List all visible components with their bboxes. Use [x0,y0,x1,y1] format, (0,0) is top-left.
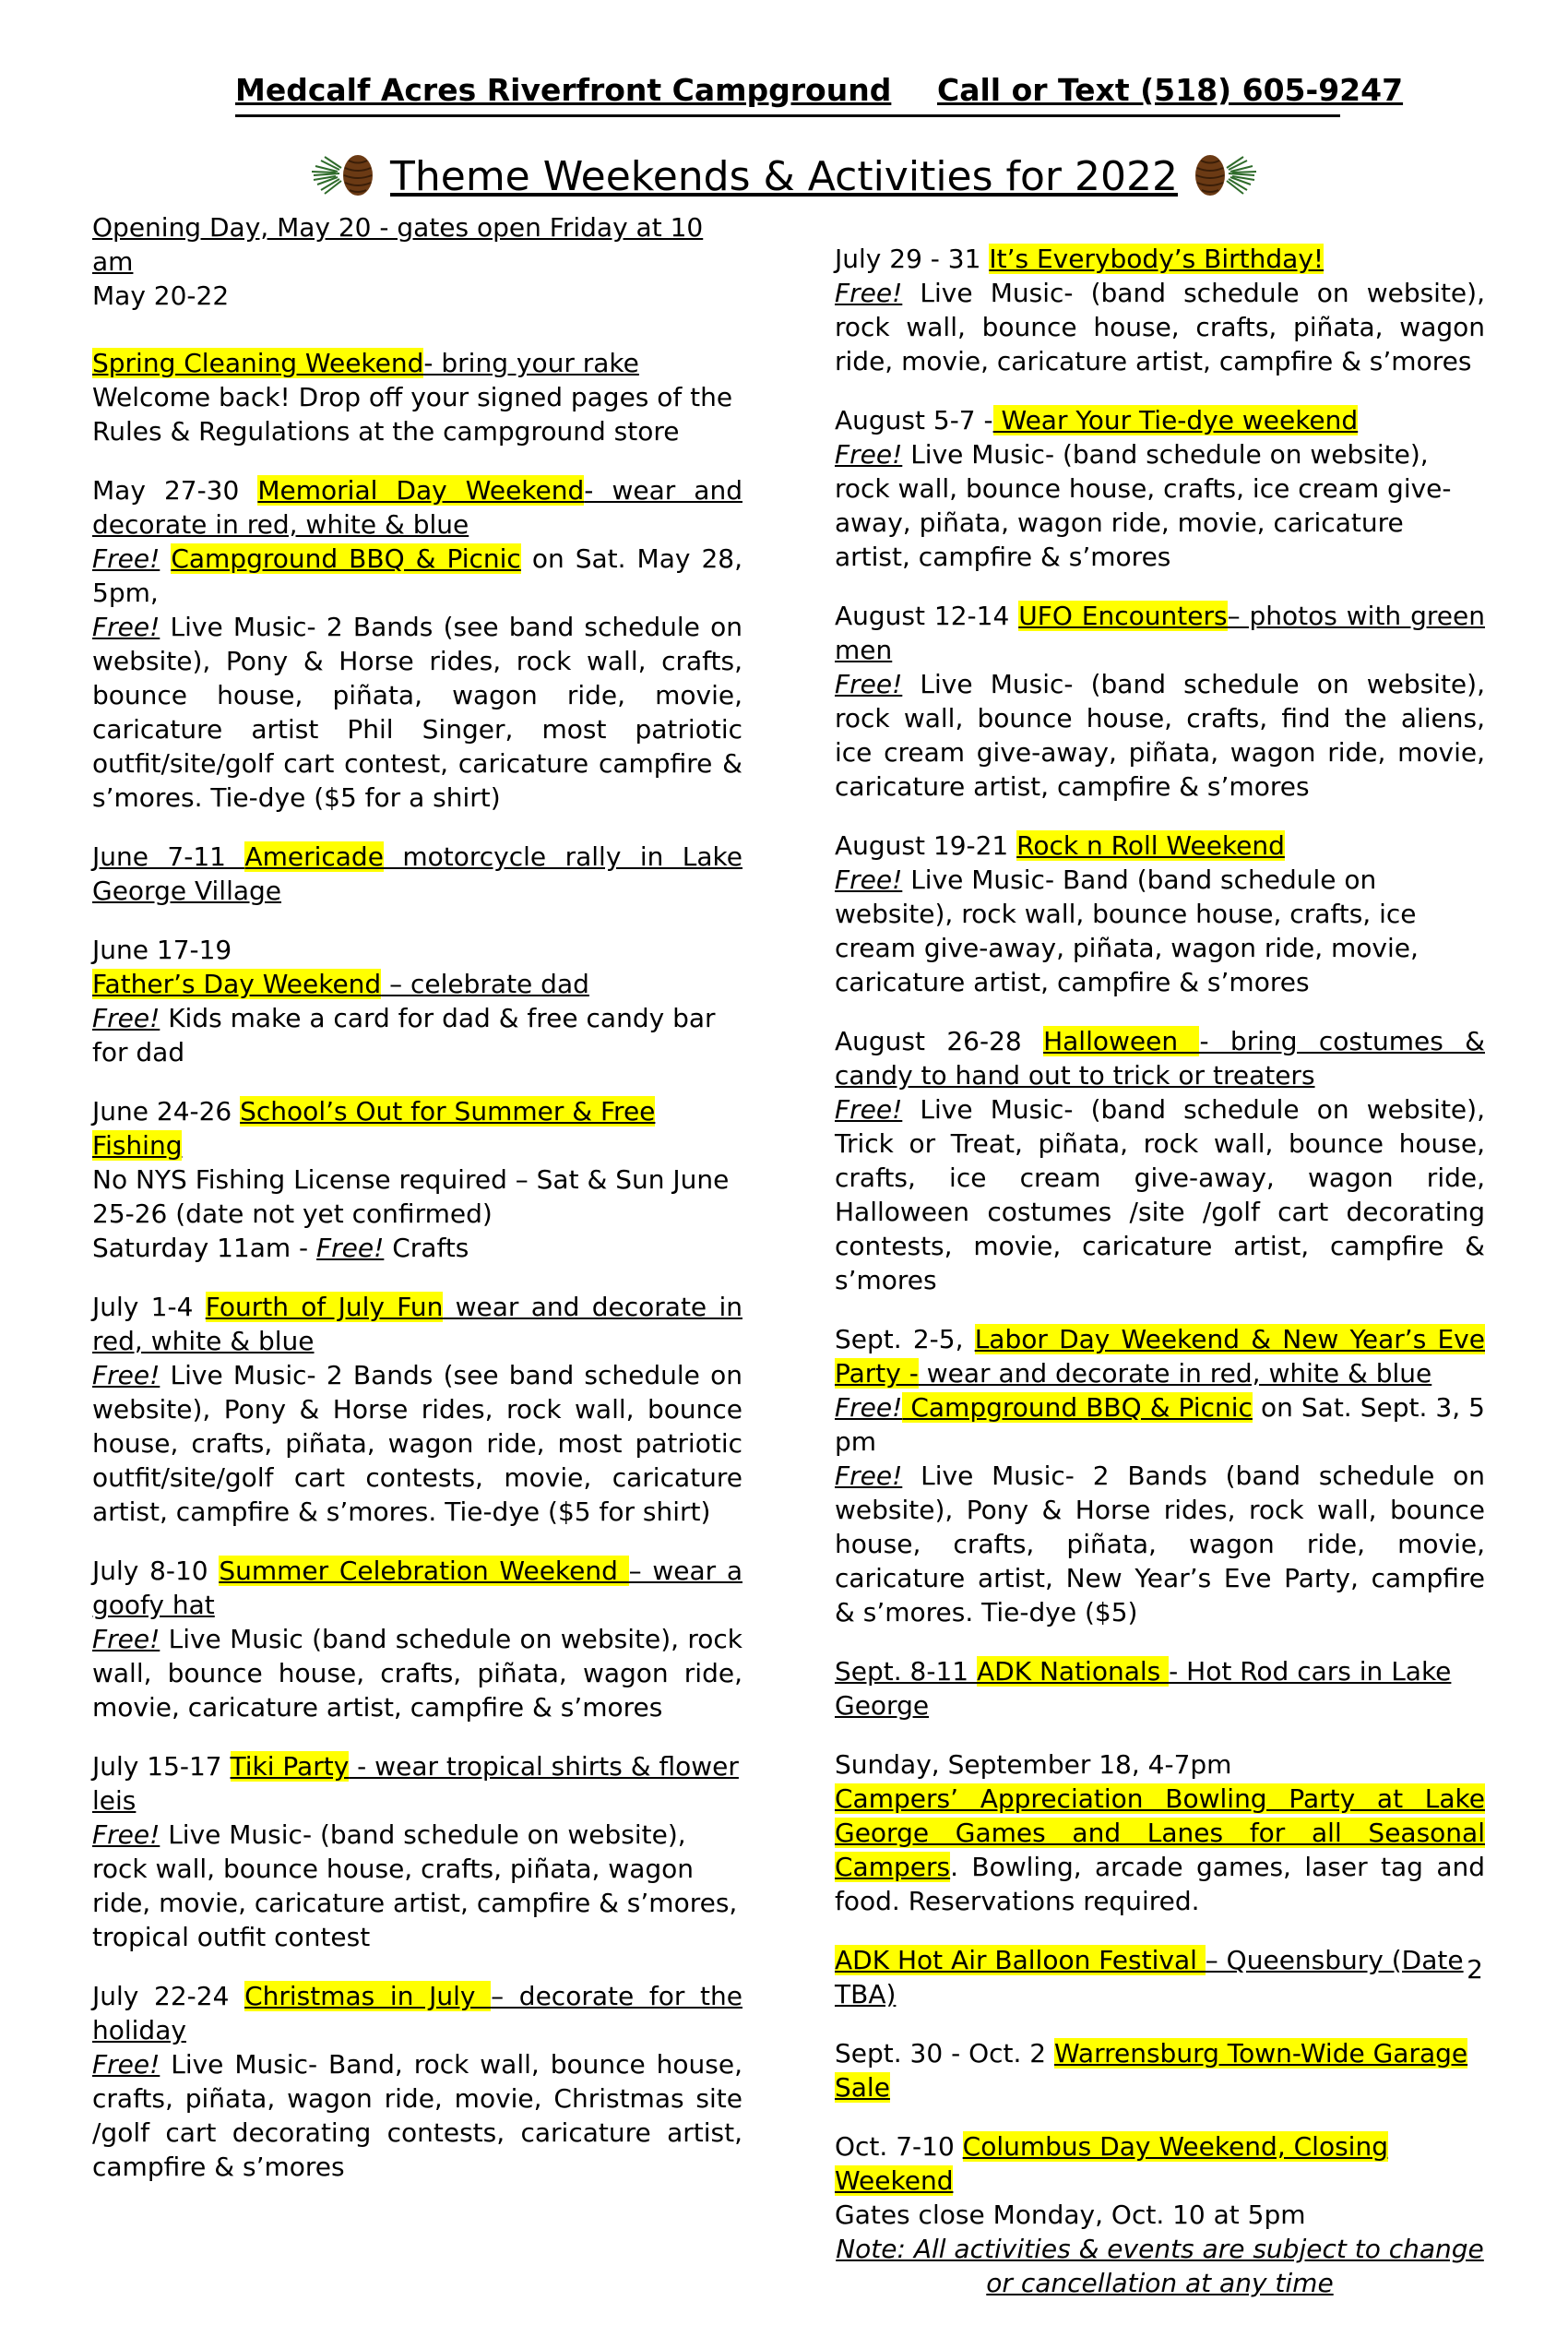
event-date: August 5-7 - [835,405,993,435]
event-columbus-day [835,2129,1485,2300]
event-description: Live Music- 2 Bands (band schedule on website), Pony & Horse rides, rock wall, bounce house, crafts, piñata, wagon ride, movie, caricature artist, New Year’s Eve Party, campfire & s’mores. Tie-dye ($5) [835,1461,1485,1628]
event-name: Summer Celebration Weekend [219,1556,629,1586]
free-label: Free! [92,1819,160,1850]
event-schools-out [92,1094,742,1265]
opening-day-dates: May 20-22 [92,280,230,311]
event-date: Sept. 8-11 [835,1656,977,1687]
free-label: Free! [92,1624,160,1654]
event-americade [92,840,742,908]
event-date: July 22-24 [92,1981,245,2011]
free-label: Free! [92,1360,160,1390]
header-underline [235,114,1340,117]
disclaimer-note: or cancellation at any time [986,2268,1334,2298]
event-tagline: wear and decorate in red, white & blue [92,1292,742,1356]
title-row [0,148,1568,205]
event-tagline: - bring costumes & candy to hand out to trick or treaters [835,1026,1485,1091]
event-rock-n-roll [835,829,1485,999]
event-tagline: - wear tropical shirts & flower leis [92,1751,739,1816]
event-description: No NYS Fishing License required – Sat & Sun June 25-26 (date not yet confirmed) [92,1164,730,1229]
event-garage-sale [835,2036,1485,2104]
event-name: ADK Nationals [977,1656,1170,1687]
event-tie-dye-weekend [835,403,1485,574]
event-description: . Bowling, arcade games, laser tag and food. Reservations required. [835,1852,1485,1916]
event-date: June 17-19 [92,935,232,965]
free-label: Free! [835,439,903,470]
event-opening-day [92,210,742,313]
event-tagline: wear and decorate in red, white & blue [918,1358,1432,1389]
free-label: Free! [835,1094,903,1125]
event-ufo-encounters [835,599,1485,804]
event-tagline: – photos with green men [835,601,1485,665]
event-memorial-day [92,473,742,815]
event-date: Sept. 2-5, [835,1324,975,1354]
event-fourth-of-july [92,1290,742,1529]
event-description: Live Music- (band schedule on website), rock wall, bounce house, crafts, ice cream give-away, piñata, wagon ride, movie, caricature artist, campfire & s’mores [835,439,1452,572]
event-date: May 27-30 [92,475,258,506]
right-column [835,242,1485,2325]
phone-number: Call or Text (518) 605-9247 [937,72,1404,108]
event-name: Rock n Roll Weekend [1016,830,1285,861]
event-date: June 7-11 [92,841,245,872]
event-tagline: – Queensbury (Date TBA) [835,1945,1464,2009]
event-name: Father’s Day Weekend [92,969,382,999]
event-name: Fourth of July Fun [205,1292,444,1322]
page-number: 2 [1467,1954,1483,1985]
event-bbq: Campground BBQ & Picnic [171,543,521,574]
event-tagline: - bring your rake [423,348,639,378]
opening-day-line: Opening Day, May 20 - gates open Friday at 10 am [92,212,704,277]
disclaimer-note: Note: All activities & events are subject to change [836,2234,1484,2264]
event-description: Gates close Monday, Oct. 10 at 5pm [835,2200,1306,2230]
event-date: June 24-26 [92,1096,241,1127]
event-date: July 15-17 [92,1751,231,1782]
free-label: Free! [835,1461,903,1491]
event-date: Sept. 30 - Oct. 2 [835,2038,1055,2069]
event-tagline: - wear and decorate in red, white & blue [92,475,742,540]
free-label: Free! [835,864,903,895]
event-bbq-time: on Sat. May 28, 5pm, [92,543,742,608]
event-tagline: - Hot Rod cars in Lake George [835,1656,1452,1721]
event-description: Live Music- Band, rock wall, bounce house, crafts, piñata, wagon ride, movie, Christmas site /golf cart decorating contests, caricature artist, campfire & s’mores [92,2049,742,2182]
pinecone-icon [312,148,378,205]
event-description: Kids make a card for dad & free candy bar for dad [92,1003,716,1067]
event-name: Columbus Day Weekend, Closing Weekend [835,2131,1388,2196]
event-date: Sunday, September 18, 4-7pm [835,1749,1232,1780]
event-description: Live Music- (band schedule on website), rock wall, bounce house, crafts, piñata, wagon ride, movie, caricature artist, campfire & s’mores [835,278,1485,376]
event-name: Campers’ Appreciation Bowling Party at Lake George Games and Lanes for all Seasonal Campers [835,1783,1485,1882]
event-description: Live Music- (band schedule on website), rock wall, bounce house, crafts, find the aliens, ice cream give-away, piñata, wagon ride, movie, caricature artist, campfire & s’mores [835,669,1485,802]
event-name: Warrensburg Town-Wide Garage Sale [835,2038,1468,2103]
event-name: It’s Everybody’s Birthday! [989,244,1324,274]
campground-name: Medcalf Acres Riverfront Campground [235,72,892,108]
event-date: July 8-10 [92,1556,220,1586]
event-christmas-in-july [92,1979,742,2184]
event-description: Live Music (band schedule on website), rock wall, bounce house, crafts, piñata, wagon ride, movie, caricature artist, campfire & s’mores [92,1624,742,1723]
event-fathers-day [92,933,742,1069]
event-date: July 29 - 31 [835,244,990,274]
event-name: Memorial Day Weekend [257,475,585,506]
event-description: Live Music- 2 Bands (see band schedule on website), Pony & Horse rides, rock wall, bounce house, crafts, piñata, wagon ride, most patriotic outfit/site/golf cart contests, movie, caricature artist, campfire & s’mores. Tie-dye ($5 for shirt) [92,1360,742,1527]
event-name: Wear Your Tie-dye weekend [992,405,1359,435]
event-date: August 19-21 [835,830,1017,861]
free-label: Free! [92,543,160,574]
event-name: Americade [244,841,384,872]
event-activity: Crafts [384,1233,469,1263]
event-bbq: Campground BBQ & Picnic [902,1392,1253,1423]
event-tagline: motorcycle rally in Lake George Village [92,841,743,906]
event-description: Live Music- 2 Bands (see band schedule on website), Pony & Horse rides, rock wall, crafts, bounce house, piñata, wagon ride, movie, caricature artist Phil Singer, most patriotic outfit/site/golf cart contest, caricature campfire & s’mores. Tie-dye ($5 for a shirt) [92,612,742,813]
event-name: Christmas in July [244,1981,492,2011]
event-bowling-party [835,1747,1485,1918]
pinecone-icon [1190,148,1256,205]
event-tagline: – decorate for the holiday [92,1981,743,2045]
event-name: Labor Day Weekend & New Year’s Eve Party - [835,1324,1485,1389]
free-label: Free! [835,669,903,699]
free-label: Free! [92,1003,160,1033]
event-time: Saturday 11am - [92,1233,317,1263]
free-label: Free! [835,278,903,308]
event-name: UFO Encounters [1018,601,1228,631]
event-tiki-party [92,1749,742,1954]
event-date: July 1-4 [92,1292,206,1322]
event-name: Spring Cleaning Weekend [92,348,424,378]
event-adk-nationals [835,1654,1485,1723]
event-date: Oct. 7-10 [835,2131,963,2162]
event-name: School’s Out for Summer & Free Fishing [92,1096,656,1161]
event-name: Tiki Party [230,1751,350,1782]
event-tagline: – wear a goofy hat [92,1556,742,1620]
event-name: Halloween [1043,1026,1200,1056]
free-label: Free! [835,1392,903,1423]
event-summer-celebration [92,1554,742,1724]
page-title: Theme Weekends & Activities for 2022 [389,152,1178,200]
event-halloween [835,1024,1485,1297]
free-label: Free! [92,2049,160,2080]
event-description: Live Music- (band schedule on website), Trick or Treat, piñata, rock wall, bounce house, crafts, ice cream give-away, wagon ride, Halloween costumes /site /golf cart decorating contests, movie, caricature artist, campfire & s’mores [835,1094,1485,1295]
event-labor-day [835,1322,1485,1629]
event-name: ADK Hot Air Balloon Festival [835,1945,1206,1975]
event-everybodys-birthday [835,242,1485,378]
free-label: Free! [92,612,160,642]
event-description: Welcome back! Drop off your signed pages of the Rules & Regulations at the campground store [92,382,733,447]
free-label: Free! [316,1233,385,1263]
event-description: Live Music- (band schedule on website), rock wall, bounce house, crafts, piñata, wagon ride, movie, caricature artist, campfire & s’mores, tropical outfit contest [92,1819,738,1952]
event-date: August 12-14 [835,601,1019,631]
event-balloon-festival [835,1943,1485,2011]
event-tagline: – celebrate dad [381,969,589,999]
event-date: August 26-28 [835,1026,1044,1056]
event-description: Live Music- Band (band schedule on website), rock wall, bounce house, crafts, ice cream give-away, piñata, wagon ride, movie, caricature artist, campfire & s’mores [835,864,1419,997]
event-bbq-time: on Sat. Sept. 3, 5 pm [835,1392,1485,1457]
event-spring-cleaning [92,346,742,448]
left-column [92,210,742,2209]
